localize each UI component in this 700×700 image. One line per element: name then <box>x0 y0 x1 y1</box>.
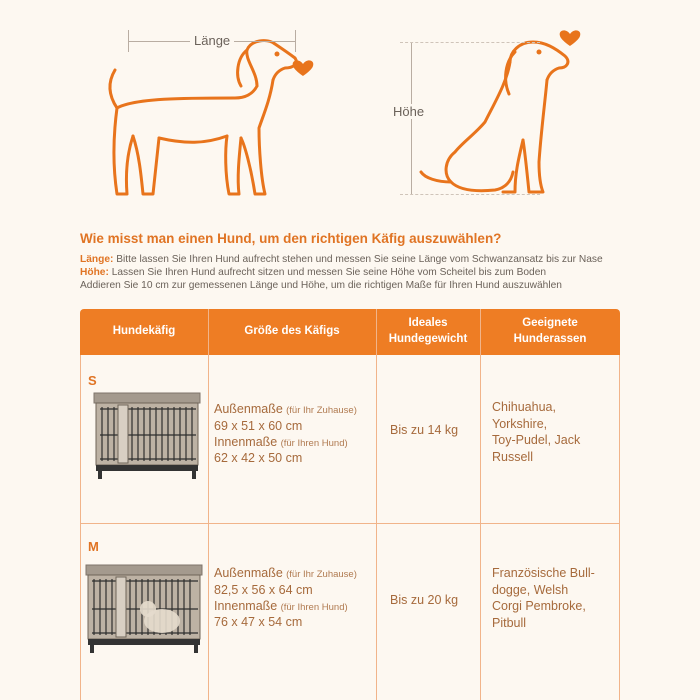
intro-title: Wie misst man einen Hund, um den richtigen Käfig auszuwählen? <box>80 231 502 246</box>
length-term: Länge: <box>80 254 114 265</box>
height-measure-tick-bottom <box>400 194 540 195</box>
s-outer-note: (für Ihr Zuhause) <box>286 405 357 416</box>
header-cage <box>80 309 208 355</box>
height-measure-tick-top <box>400 42 540 43</box>
sitting-dog-illustration <box>415 22 595 202</box>
intro-length-line <box>80 254 603 265</box>
breed-line: Toy-Pudel, Jack <box>492 433 581 448</box>
header-weight-line1: Ideales <box>408 317 448 330</box>
s-inner-note: (für Ihren Hund) <box>280 437 348 449</box>
header-breeds-line2: Hunderassen <box>513 333 587 345</box>
header-size <box>208 309 376 355</box>
length-text: Bitte lassen Sie Ihren Hund aufrecht stehen und messen Sie seine Länge vom Schwanzansatz bis zur Nase <box>113 254 603 265</box>
m-inner-dims: 76 x 47 x 54 cm <box>214 615 303 630</box>
header-divider <box>208 309 209 700</box>
m-inner-note: (für Ihren Hund) <box>280 601 348 613</box>
breed-line: Corgi Pembroke, <box>492 599 586 614</box>
size-s-label: S <box>88 373 97 388</box>
size-table <box>80 309 620 700</box>
cage-m-image <box>84 563 204 655</box>
m-outer-dims: 82,5 x 56 x 64 cm <box>214 582 313 597</box>
header-breeds <box>480 309 620 355</box>
s-outer-dims: 69 x 51 x 60 cm <box>214 418 303 433</box>
m-inner-label: Innenmaße <box>214 598 278 613</box>
breed-line: Pitbull <box>492 615 527 630</box>
height-term: Höhe: <box>80 267 109 278</box>
header-cage-text: Hundekäfig <box>112 325 176 338</box>
height-text: Lassen Sie Ihren Hund aufrecht sitzen und messen Sie seine Höhe vom Scheitel bis zum Boden <box>108 267 547 278</box>
breed-line: Yorkshire, <box>492 416 548 431</box>
breed-line: dogge, Welsh <box>492 582 569 597</box>
length-measure-tick-left <box>128 30 129 52</box>
size-m-label: M <box>88 539 99 554</box>
length-label: Länge <box>190 33 234 48</box>
size-m-weight: Bis zu 20 kg <box>390 593 459 607</box>
intro-add-line: Addieren Sie 10 cm zur gemessenen Länge und Höhe, um die richtigen Maße für Ihren Hund auszuwählen <box>80 280 562 291</box>
breed-line: Französische Bull- <box>492 566 595 580</box>
breed-line: Chihuahua, <box>492 400 556 414</box>
header-weight <box>376 309 480 355</box>
header-divider <box>480 309 481 700</box>
standing-dog-illustration <box>95 28 325 203</box>
breed-line: Russell <box>492 449 533 464</box>
size-m-dimensions <box>214 565 357 631</box>
header-size-text: Größe des Käfigs <box>244 325 340 338</box>
size-s-breeds <box>492 399 612 466</box>
s-outer-label: Außenmaße <box>214 402 283 416</box>
header-weight-line2: Hundegewicht <box>388 333 468 345</box>
cage-s-image <box>92 391 202 481</box>
size-m-breeds <box>492 565 612 632</box>
s-inner-dims: 62 x 42 x 50 cm <box>214 451 303 466</box>
s-inner-label: Innenmaße <box>214 434 278 449</box>
header-breeds-line1: Geeignete <box>522 317 578 330</box>
header-divider <box>376 309 377 700</box>
m-outer-note: (für Ihr Zuhause) <box>286 569 357 580</box>
length-measure-tick-right <box>295 30 296 52</box>
size-s-dimensions <box>214 401 357 467</box>
table-border-left <box>80 355 81 700</box>
intro-height-line <box>80 267 546 278</box>
row-divider <box>80 523 620 524</box>
m-outer-label: Außenmaße <box>214 566 283 580</box>
size-s-weight: Bis zu 14 kg <box>390 423 459 437</box>
height-label: Höhe <box>390 104 427 119</box>
table-border-right <box>619 355 620 700</box>
